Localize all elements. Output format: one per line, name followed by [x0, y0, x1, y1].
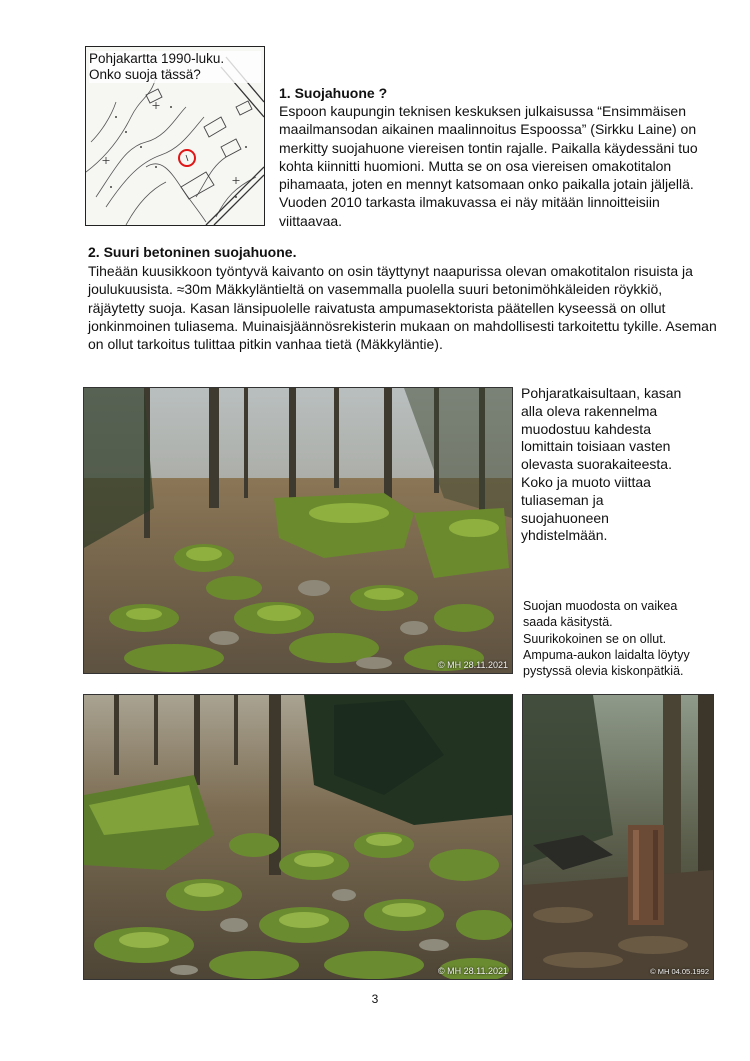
section-2-body: Tiheään kuusikkoon työntyvä kaivanto on osin täyttynyt naapurissa olevan omakotitalon risuista ja joulukuusista. ≈30m Mäkkyläntieltä on vasemmalla puolella suuri betonimöhkäleiden röykkiö, räjäytetty suoja. Kasan länsipuolelle raivatusta ampumasektorista päätellen kyseessä on ollut jonkinmoinen tuliasema. Muinaisjäännösrekisterin mukaan on mahdollisesti tarkoitettu tykille. Aseman on ollut tarkoitus tulittaa pitkin vanhaa tietä (Mäkkyläntie).: [88, 263, 717, 353]
photo-3-drawing: [523, 695, 713, 979]
photo-mossy-rocks: [83, 694, 513, 980]
photo-credit: © MH 28.11.2021: [437, 966, 508, 976]
photo-concrete-rubble: [83, 387, 513, 674]
side-note-2-line: saada käsitystä.: [523, 615, 613, 630]
map-caption-line: Onko suoja tässä?: [89, 67, 201, 82]
side-note-2-line: Suojan muodosta on vaikea: [523, 599, 678, 613]
photo-rail-stub: [522, 694, 714, 980]
page-number: 3: [371, 992, 379, 1006]
side-note-line: yhdistelmään.: [521, 527, 608, 544]
map-caption-line: Pohjakartta 1990-luku.: [89, 51, 225, 66]
side-note-line: Koko ja muoto viittaa: [521, 473, 651, 490]
photo-credit: © MH 04.05.1992: [650, 967, 709, 976]
side-note-2-line: Ampuma-aukon laidalta löytyy: [523, 647, 690, 662]
section-1-body: Espoon kaupungin teknisen keskuksen julkaisussa “Ensimmäisen maailmansodan aikainen maalinnoitus Espoossa” (Sirkku Laine) on merkitty suojahuone viereisen tontin rajalle. Paikalla käydessäni tuo kohta kiinnitti huomioni. Mutta se on osa viereisen omakotitalon pihamaata, joten en mennyt katsomaan onko paikalla jotain jäljellä. Vuoden 2010 tarkasta ilmakuvassa ei näy mitään linnoitteisiin viittaavaa.: [279, 103, 698, 229]
side-note-2-line: Suurikokoinen se on ollut.: [523, 631, 667, 646]
side-note-line: alla oleva rakennelma: [521, 402, 658, 419]
side-note-line: tuliaseman ja: [521, 491, 604, 508]
side-note-line: lomittain toisiaan vasten: [521, 438, 671, 455]
side-note-line: muodostuu kahdesta: [521, 420, 651, 437]
photo-1-drawing: [84, 388, 512, 673]
side-note-2-line: pystyssä olevia kiskonpätkiä.: [523, 664, 684, 679]
side-note-2: [523, 598, 723, 679]
section-1-title: 1. Suojahuone ?: [279, 85, 388, 101]
section-2-title: 2. Suuri betoninen suojahuone.: [88, 244, 297, 260]
side-note-line: olevasta suorakaiteesta.: [521, 456, 672, 473]
base-map-image: [85, 46, 265, 226]
map-caption: [89, 51, 261, 83]
photo-2-drawing: [84, 695, 512, 979]
side-note-line: suojahuoneen: [521, 509, 609, 526]
side-note: [521, 385, 721, 545]
side-note-line: Pohjaratkaisultaan, kasan: [521, 385, 682, 401]
photo-credit: © MH 28.11.2021: [437, 660, 508, 670]
